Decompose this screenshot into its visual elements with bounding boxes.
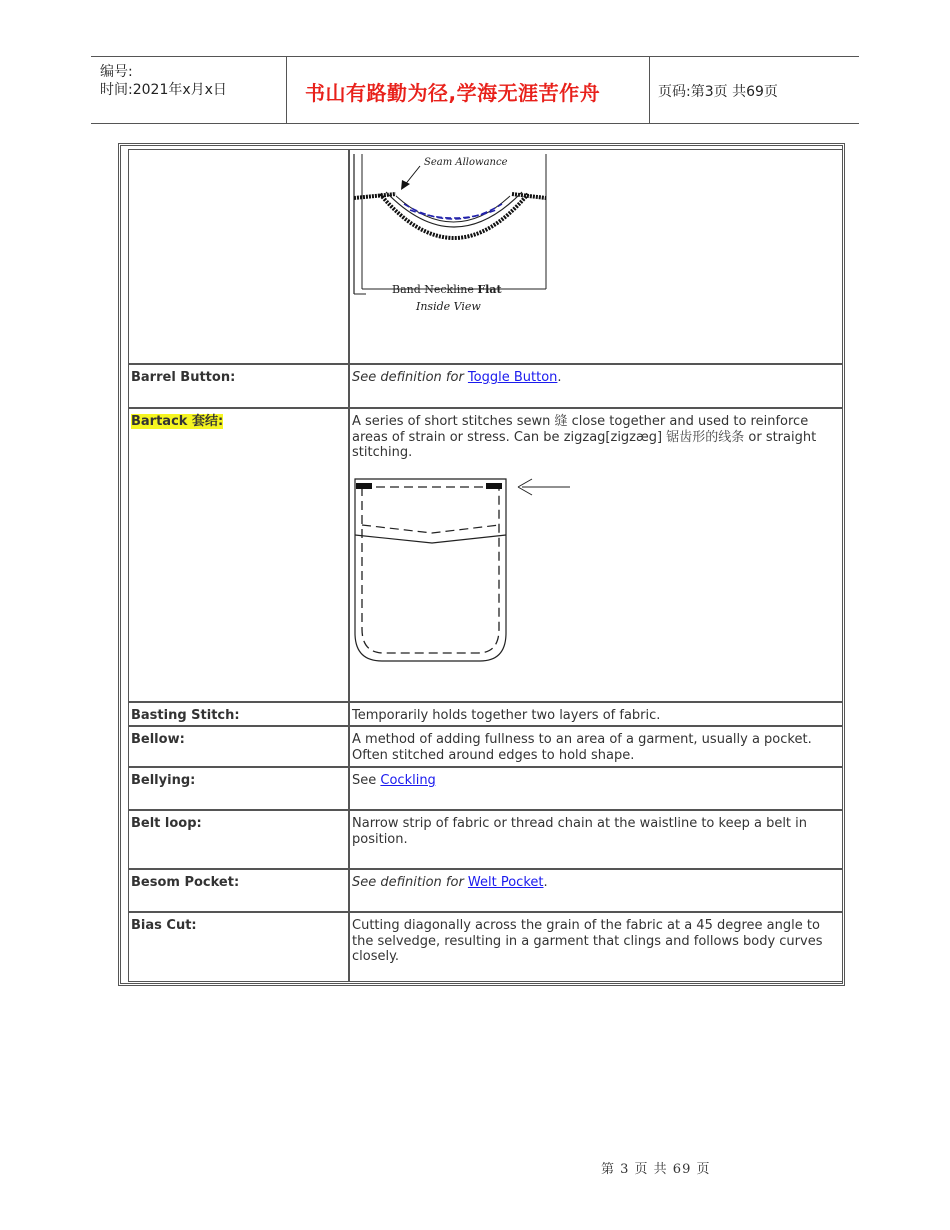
def-text: A method of adding fullness to an area of a garment, usually a pocket. Often stitched around edges to hold shape. (352, 732, 812, 763)
svg-text:Band Neckline Flat (392, 283, 502, 296)
figure-cell (349, 149, 843, 364)
figure-term-cell (128, 149, 349, 364)
def-text: Temporarily holds together two layers of fabric. (352, 708, 661, 723)
def-text: . (543, 875, 548, 890)
page-footer: 第 3 页 共 69 页 (601, 1162, 711, 1177)
term-besom-pocket (128, 869, 349, 912)
header-meta-cell (91, 57, 287, 123)
term-bartack (128, 408, 349, 702)
def-text: Cutting diagonally across the grain of the fabric at a 45 degree angle to the selvedge, resulting in a garment that clings and follows body curves closely. (352, 918, 823, 964)
def-barrel-button (349, 364, 843, 408)
caption-bold: Flat (477, 283, 502, 296)
header-page-cell (650, 57, 859, 123)
def-text-cn: 锯齿形的线条 (666, 429, 745, 445)
def-bias-cut (349, 912, 843, 982)
term-belt-loop (128, 810, 349, 869)
def-text: See (352, 773, 381, 788)
caption-line2: Inside View (416, 300, 481, 313)
def-text: close together and used to reinforce areas of strain or stress. Can be zigzag[zigzæg] (352, 414, 809, 445)
number-label: 编号: (100, 64, 133, 80)
term-label-cn: 套结: (187, 414, 224, 429)
time-label: 时间:2021年x月x日 (100, 82, 227, 98)
term-bias-cut (128, 912, 349, 982)
def-text: See definition for (352, 370, 468, 385)
motto: 书山有路勤为径,学海无涯苦作舟 (305, 81, 601, 105)
def-bellow (349, 726, 843, 767)
term-label: Basting Stitch: (131, 708, 240, 723)
term-label: Bellying: (131, 773, 196, 788)
term-bellying (128, 767, 349, 810)
def-bartack (349, 408, 843, 702)
term-label-highlighted (131, 414, 223, 429)
def-text-cn: 缝 (554, 414, 568, 429)
glossary-table (118, 143, 845, 986)
header-motto-cell (287, 57, 650, 123)
term-label: Bias Cut: (131, 918, 197, 933)
def-belt-loop (349, 810, 843, 869)
term-label: Besom Pocket: (131, 875, 240, 890)
term-label: Bellow: (131, 732, 185, 747)
def-text: or straight stitching. (352, 429, 817, 460)
def-bellying (349, 767, 843, 810)
term-label-en: Bartack (131, 414, 188, 429)
toggle-button-link[interactable]: Toggle Button (467, 370, 558, 385)
def-text: See definition for (352, 875, 468, 890)
bartack-definition (352, 414, 840, 461)
def-basting-stitch (349, 702, 843, 726)
def-text: . (557, 370, 562, 385)
term-bellow (128, 726, 349, 767)
term-label: Barrel Button: (131, 370, 236, 385)
term-label: Belt loop: (131, 816, 202, 831)
neckline-diagram (352, 152, 572, 327)
welt-pocket-link[interactable]: Welt Pocket (467, 875, 544, 890)
seam-allowance-label: Seam Allowance (424, 157, 508, 168)
page-label: 页码:第3页 共69页 (658, 84, 778, 100)
cockling-link[interactable]: Cockling (380, 773, 436, 788)
term-basting-stitch (128, 702, 349, 726)
caption-line1: Band Neckline (392, 283, 474, 296)
def-text: A series of short stitches sewn (352, 414, 555, 429)
pocket-bartack-diagram (352, 473, 582, 663)
def-text: Narrow strip of fabric or thread chain at the waistline to keep a belt in position. (352, 816, 808, 847)
def-besom-pocket (349, 869, 843, 912)
page-header (91, 56, 859, 124)
term-barrel-button (128, 364, 349, 408)
